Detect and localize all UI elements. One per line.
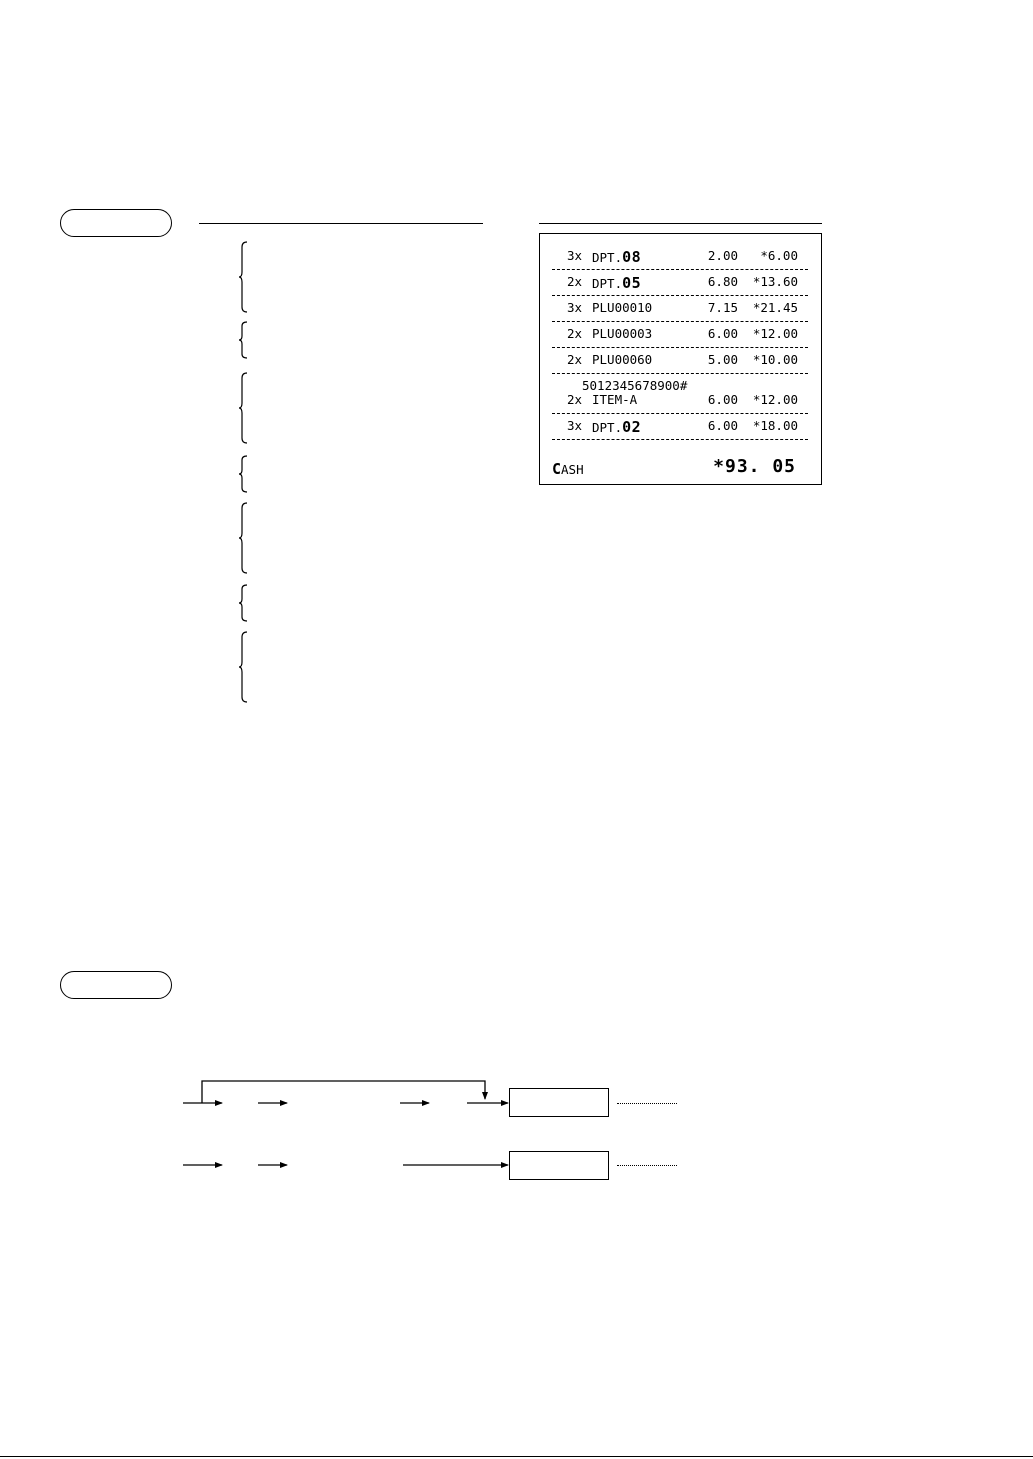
- procedure-flow-diagram: [180, 1075, 510, 1185]
- item-unit-price: 5.00: [707, 352, 738, 367]
- item-name: [592, 274, 641, 292]
- group-brace-2: [238, 321, 250, 359]
- receipt-line-item: [552, 300, 808, 324]
- item-code: 05: [622, 274, 642, 292]
- item-name: [592, 248, 641, 266]
- item-unit-price: 6.00: [707, 418, 738, 433]
- item-quantity: 2x: [567, 326, 583, 341]
- item-barcode: 5012345678900#: [582, 378, 688, 393]
- receipt-line-item: [552, 352, 808, 376]
- total-label-rest: ASH: [561, 462, 584, 477]
- item-separator: [552, 295, 808, 296]
- flow-bypass-line: [202, 1081, 485, 1103]
- item-separator: [552, 413, 808, 414]
- item-name: ITEM-A: [592, 392, 638, 407]
- item-unit-price: 7.15: [707, 300, 738, 315]
- item-amount: *18.00: [752, 418, 798, 433]
- receipt-line-item: [552, 418, 808, 442]
- dotted-leader: [617, 1165, 677, 1166]
- item-quantity: 2x: [567, 352, 583, 367]
- item-name: PLU00010: [592, 300, 653, 315]
- item-quantity: 3x: [567, 418, 583, 433]
- example-label-pill: [60, 209, 172, 237]
- item-quantity: 2x: [567, 274, 583, 289]
- item-separator: [552, 373, 808, 374]
- receipt-total-line: [552, 456, 808, 478]
- key-box: [509, 1151, 609, 1180]
- item-amount: *6.00: [760, 248, 798, 263]
- item-amount: *13.60: [752, 274, 798, 289]
- group-brace-5: [238, 502, 250, 574]
- key-operation-column-rule: [199, 223, 483, 224]
- item-amount: *10.00: [752, 352, 798, 367]
- group-brace-1: [238, 241, 250, 313]
- item-unit-price: 6.00: [707, 326, 738, 341]
- item-name-text: DPT.: [592, 250, 623, 265]
- dotted-leader: [617, 1103, 677, 1104]
- receipt-line-item: [552, 248, 808, 272]
- receipt-line-item: [552, 274, 808, 298]
- item-code: 02: [622, 418, 642, 436]
- item-code: 08: [622, 248, 642, 266]
- print-column-rule: [539, 223, 822, 224]
- item-separator: [552, 269, 808, 270]
- item-name: PLU00060: [592, 352, 653, 367]
- procedure-label-pill: [60, 971, 172, 999]
- item-unit-price: 6.00: [707, 392, 738, 407]
- group-brace-7: [238, 631, 250, 703]
- receipt-line-item: [552, 378, 808, 418]
- page-bottom-rule: [0, 1456, 1033, 1457]
- item-quantity: 3x: [567, 300, 583, 315]
- receipt-print-sample: [539, 233, 822, 485]
- total-label-initial: C: [552, 460, 562, 478]
- group-brace-3: [238, 372, 250, 444]
- item-amount: *12.00: [752, 392, 798, 407]
- item-separator: [552, 321, 808, 322]
- group-brace-6: [238, 584, 250, 622]
- item-name: PLU00003: [592, 326, 653, 341]
- item-unit-price: 6.80: [707, 274, 738, 289]
- total-label: [552, 460, 584, 478]
- group-brace-4: [238, 455, 250, 493]
- item-separator: [552, 347, 808, 348]
- item-name-text: DPT.: [592, 420, 623, 435]
- item-amount: *12.00: [752, 326, 798, 341]
- receipt-line-item: [552, 326, 808, 350]
- item-name: [592, 418, 641, 436]
- item-quantity: 2x: [567, 392, 583, 407]
- total-amount: *93. 05: [713, 456, 796, 477]
- item-name-text: DPT.: [592, 276, 623, 291]
- item-amount: *21.45: [752, 300, 798, 315]
- item-quantity: 3x: [567, 248, 583, 263]
- key-box: [509, 1088, 609, 1117]
- item-unit-price: 2.00: [707, 248, 738, 263]
- item-separator: [552, 439, 808, 440]
